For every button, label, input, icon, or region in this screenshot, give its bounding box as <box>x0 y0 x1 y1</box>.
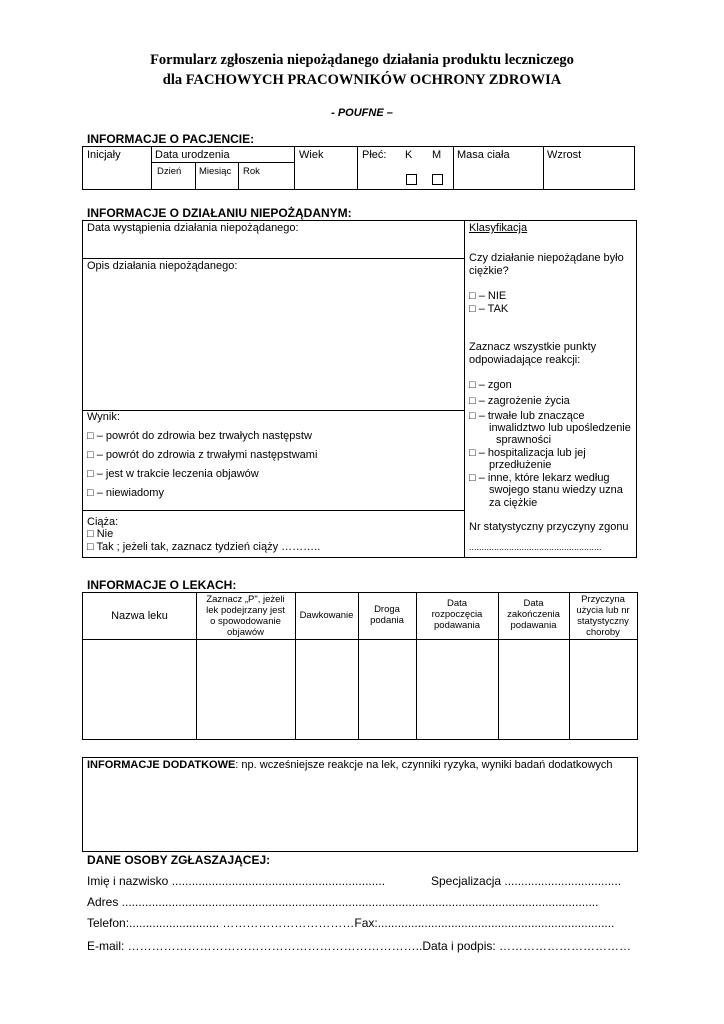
disability-option-line3: sprawności <box>496 434 552 446</box>
reporter-phone-fax-field[interactable]: Telefon:........................... ……………………………Fax:....................................................................... <box>87 916 615 930</box>
age-label: Wiek <box>299 149 324 161</box>
other-option-line3: za ciężkie <box>489 497 538 509</box>
reporter-address-field[interactable]: Adres ............................................................................................................................................... <box>87 895 599 909</box>
month-label: Miesiąc <box>199 166 232 177</box>
sex-k-label: K <box>405 149 413 161</box>
drugs-section-title: INFORMACJE O LEKACH: <box>87 578 237 592</box>
form-title-line1: Formularz zgłoszenia niepożądanego działania produktu leczniczego <box>150 52 574 68</box>
sex-label: Płeć: <box>362 149 387 161</box>
other-option[interactable]: □ – inne, które lekarz według <box>469 472 610 484</box>
reporter-name-field[interactable]: Imię i nazwisko ................................................................ <box>87 874 386 888</box>
outcome-option[interactable]: □ – powrót do zdrowia z trwałymi następstwami <box>87 449 318 461</box>
reaction-description-label: Opis działania niepożądanego: <box>87 260 238 272</box>
weight-label: Masa ciała <box>457 149 510 161</box>
year-label: Rok <box>243 166 260 177</box>
outcome-option[interactable]: □ – niewiadomy <box>87 487 164 499</box>
outcome-label: Wynik: <box>87 411 120 423</box>
reporter-section-title: DANE OSOBY ZGŁASZAJĄCEJ: <box>87 853 271 867</box>
reaction-section-title: INFORMACJE O DZIAŁANIU NIEPOŻĄDANYM: <box>87 206 352 220</box>
sex-m-checkbox[interactable] <box>432 174 443 185</box>
hospitalization-option[interactable]: □ – hospitalizacja lub jej <box>469 447 586 459</box>
additional-info-label: INFORMACJE DODATKOWE: np. wcześniejsze reakcje na lek, czynniki ryzyka, wyniki badań dodatkowych <box>87 759 613 771</box>
mark-all-line2: odpowiadające reakcji: <box>469 354 581 366</box>
classification-title: Klasyfikacja <box>469 222 528 234</box>
outcome-option[interactable]: □ – powrót do zdrowia bez trwałych następstw <box>87 430 312 442</box>
form-title-line2: dla FACHOWYCH PRACOWNIKÓW OCHRONY ZDROWIA <box>162 72 562 88</box>
pregnancy-no-option[interactable]: □ Nie <box>87 528 114 540</box>
life-threat-option[interactable]: □ – zagrożenie życia <box>469 395 570 407</box>
serious-question-line2: ciężkie? <box>469 265 509 277</box>
height-label: Wzrost <box>547 149 582 161</box>
day-label: Dzień <box>157 166 182 177</box>
disability-option-line2: inwalidztwo lub upośledzenie <box>489 422 631 434</box>
birth-date-label: Data urodzenia <box>155 149 230 161</box>
death-cause-label: Nr statystyczny przyczyny zgonu <box>469 521 629 533</box>
initials-label: Inicjały <box>87 149 121 161</box>
hospitalization-option-line2: przedłużenie <box>489 459 552 471</box>
death-cause-field[interactable]: ..................................................... <box>469 542 602 552</box>
drug-name-header: Nazwa leku <box>111 610 168 622</box>
end-date-header: Data zakończenia podawania <box>507 598 560 631</box>
pregnancy-yes-option[interactable]: □ Tak ; jeżeli tak, zaznacz tydzień ciąży ……….. <box>87 541 321 553</box>
disability-option[interactable]: □ – trwałe lub znaczące <box>469 410 585 422</box>
outcome-option[interactable]: □ – jest w trakcie leczenia objawów <box>87 468 259 480</box>
route-header: Droga podania <box>370 604 404 626</box>
patient-section-title: INFORMACJE O PACJENCIE: <box>87 132 255 146</box>
reporter-email-signature-field[interactable]: E-mail: ………………………………………………………………..Data i podpis: …………………………… <box>87 939 632 953</box>
mark-all-line1: Zaznacz wszystkie punkty <box>469 341 597 353</box>
reporter-specialization-field[interactable]: Specjalizacja ................................... <box>431 874 622 888</box>
reason-header: Przyczyna użycia lub nr statystyczny choroby <box>576 594 630 638</box>
other-option-line2: swojego stanu wiedzy uzna <box>489 484 623 496</box>
reaction-date-label: Data wystąpienia działania niepożądanego: <box>87 222 299 234</box>
sex-k-checkbox[interactable] <box>406 174 417 185</box>
pregnancy-label: Ciąża: <box>87 516 119 528</box>
suspected-header: Zaznacz „P", jeżeli lek podejrzany jest o spowodowanie objawów <box>206 594 285 638</box>
serious-question-line1: Czy działanie niepożądane było <box>469 252 624 264</box>
serious-yes-option[interactable]: □ – TAK <box>469 303 509 315</box>
death-option[interactable]: □ – zgon <box>469 379 512 391</box>
confidential-label: - POUFNE – <box>331 107 393 119</box>
start-date-header: Data rozpoczęcia podawania <box>431 598 483 631</box>
serious-no-option[interactable]: □ – NIE <box>469 290 507 302</box>
dosage-header: Dawkowanie <box>299 610 354 621</box>
sex-m-label: M <box>432 149 442 161</box>
